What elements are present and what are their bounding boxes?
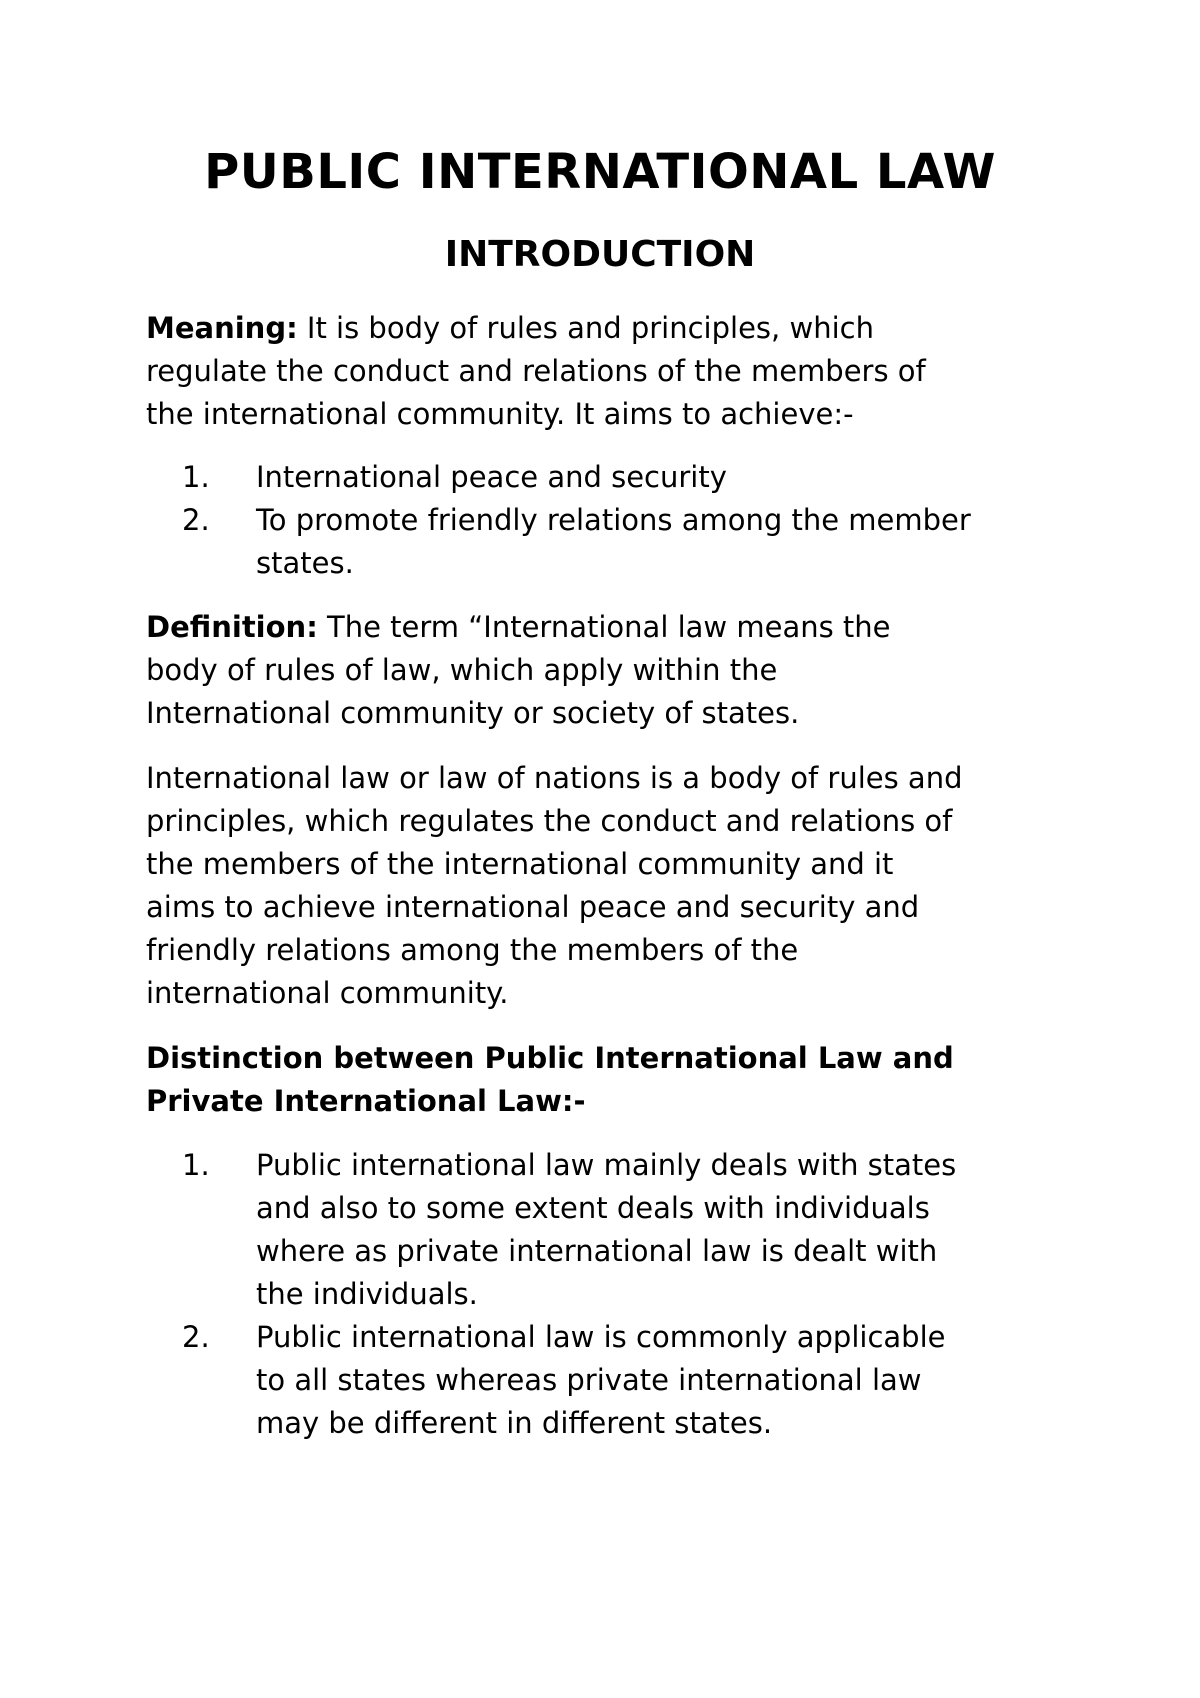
list-item-text [256,1316,1086,1445]
body-line: International law or law of nations is a body of rules and [146,761,963,795]
list-item [146,456,1086,499]
list-item [146,1144,1086,1316]
meaning-line-1 [146,307,1086,350]
body-line: international community. [146,976,509,1010]
definition-label: Definition: [146,610,318,644]
list-item-line: to all states whereas private international law [256,1363,922,1397]
list-item-line: the individuals. [256,1277,478,1311]
meaning-label: Meaning: [146,311,298,345]
list-item [146,1316,1086,1445]
list-item-line: and also to some extent deals with individuals [256,1191,930,1225]
definition-line-1 [146,606,1086,649]
list-item-text [256,456,1086,499]
list-item-line: states. [256,546,354,580]
aims-list [146,456,1086,585]
meaning-paragraph [146,307,1086,436]
list-item-number: 1. [182,1148,210,1182]
list-item-text [256,1144,1086,1316]
body-line: aims to achieve international peace and security and [146,890,920,924]
list-item-line: International peace and security [256,460,727,494]
body-line: principles, which regulates the conduct and relations of [146,804,953,838]
list-item-line: Public international law is commonly applicable [256,1320,946,1354]
definition-text-1: The term “International law means the [317,610,891,644]
meaning-text-1: It is body of rules and principles, which [297,311,874,345]
list-item-number: 2. [182,1320,210,1354]
list-item-line: may be different in different states. [256,1406,773,1440]
meaning-line-2: regulate the conduct and relations of the members of [146,354,926,388]
definition-paragraph [146,606,1086,735]
distinction-heading-line: Private International Law:- [146,1084,586,1118]
meaning-line-3: the international community. It aims to achieve:- [146,397,854,431]
list-item-text [256,499,1086,585]
distinction-list [146,1144,1086,1445]
list-item-number: 2. [182,503,210,537]
body-line: friendly relations among the members of the [146,933,799,967]
list-item-line: Public international law mainly deals with states [256,1148,957,1182]
list-item-line: To promote friendly relations among the member [256,503,971,537]
definition-line-2: body of rules of law, which apply within the [146,653,778,687]
body-paragraph [146,757,1086,1015]
body-line: the members of the international community and it [146,847,894,881]
section-title: INTRODUCTION [444,234,756,275]
definition-line-3: International community or society of states. [146,696,800,730]
distinction-heading [146,1037,1086,1123]
distinction-heading-line: Distinction between Public International Law and [146,1041,954,1075]
list-item-number: 1. [182,460,210,494]
page-title: PUBLIC INTERNATIONAL LAW [204,144,996,200]
list-item-line: where as private international law is dealt with [256,1234,938,1268]
list-item [146,499,1086,585]
